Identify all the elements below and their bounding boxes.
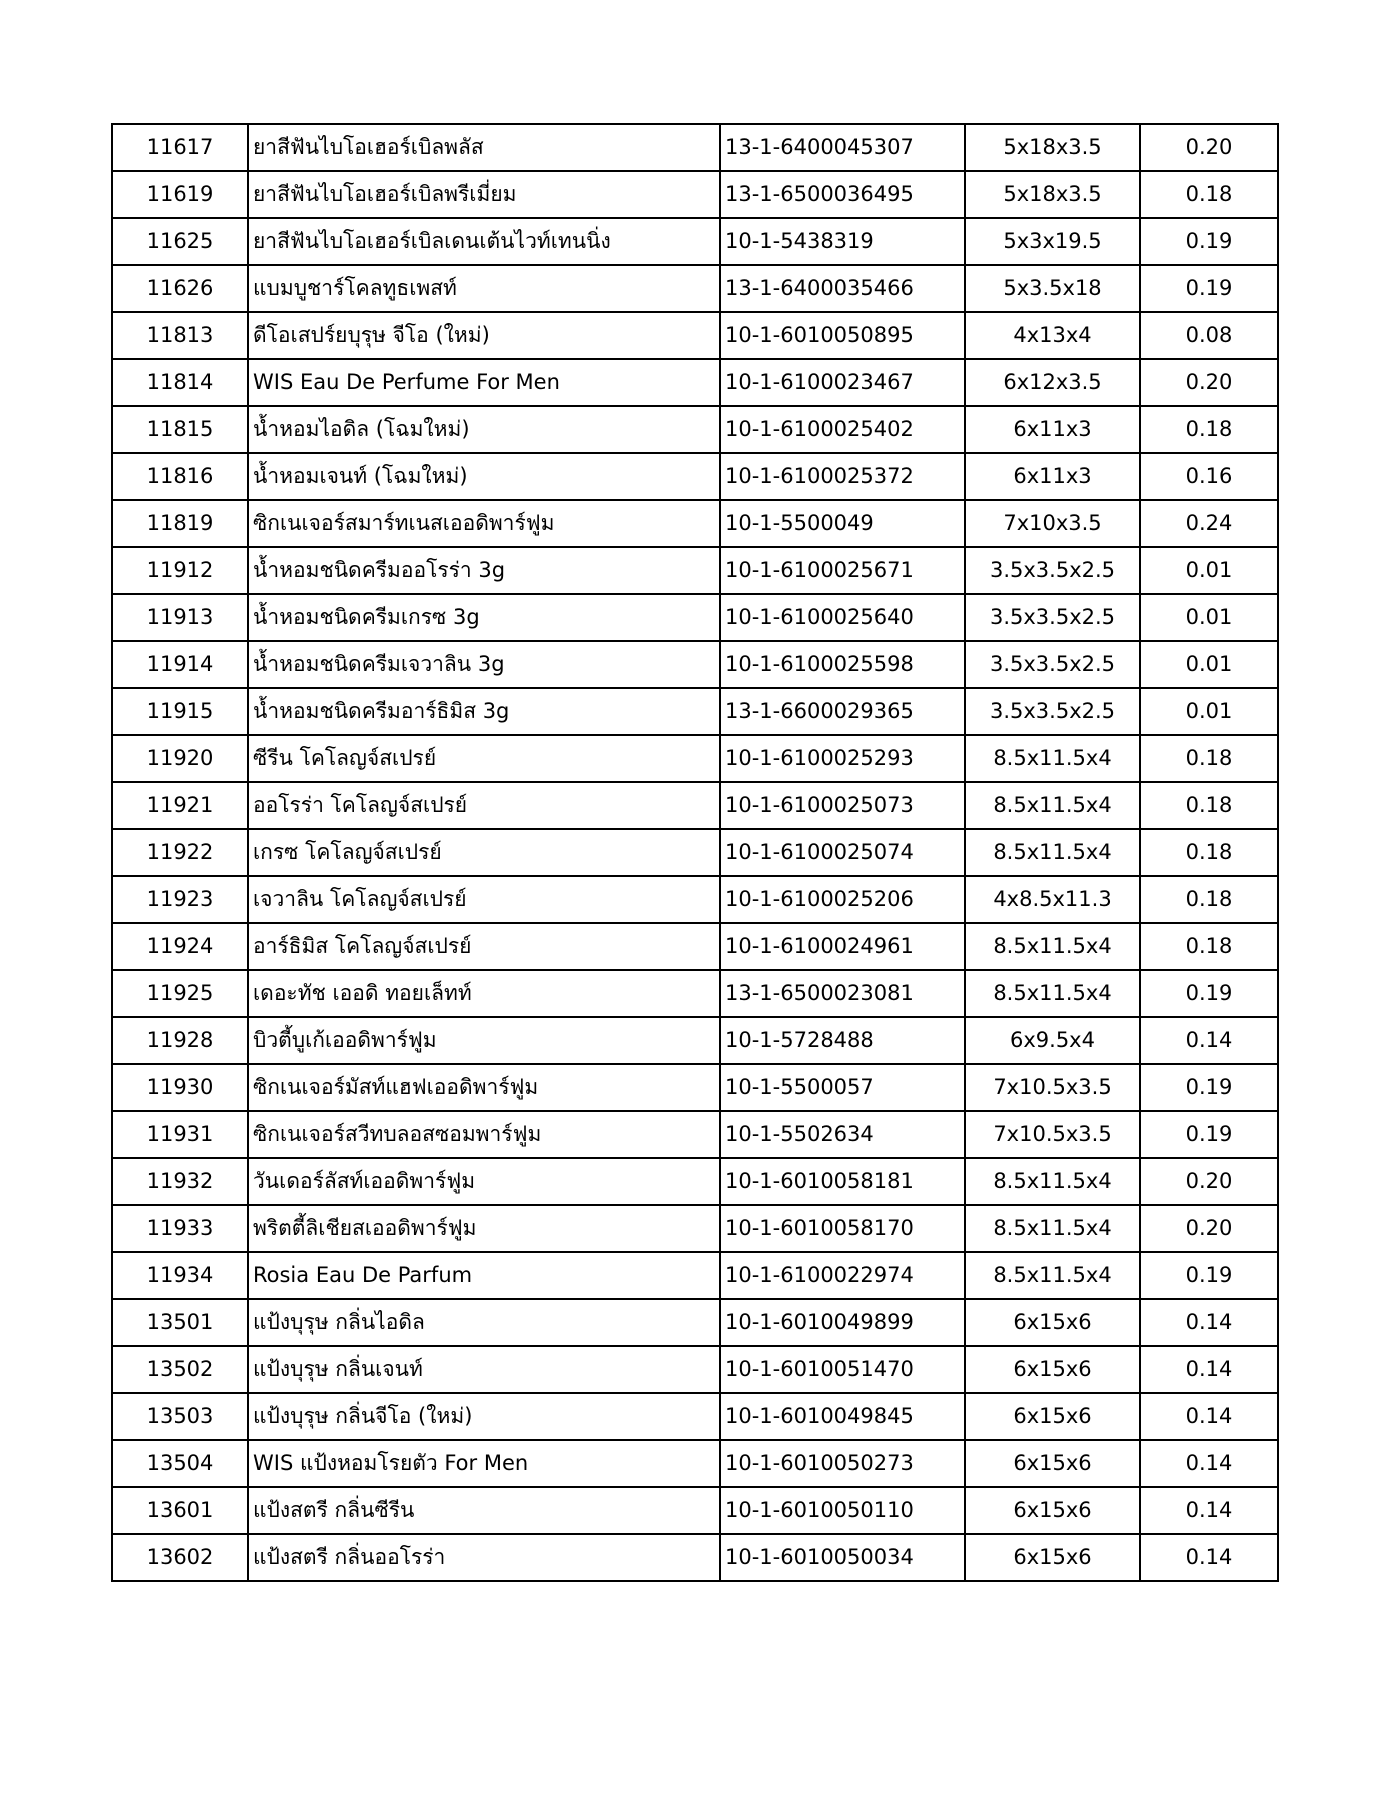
product-code-cell: 11933 bbox=[112, 1205, 248, 1252]
weight-cell: 0.19 bbox=[1140, 218, 1278, 265]
dimensions-cell: 7x10.5x3.5 bbox=[965, 1111, 1140, 1158]
product-code-cell: 11915 bbox=[112, 688, 248, 735]
weight-cell: 0.14 bbox=[1140, 1299, 1278, 1346]
registration-number-cell: 10-1-6100024961 bbox=[720, 923, 965, 970]
table-row bbox=[112, 1111, 1278, 1158]
weight-cell: 0.24 bbox=[1140, 500, 1278, 547]
product-name-cell: น้ำหอมชนิดครีมออโรร่า 3g bbox=[248, 547, 720, 594]
dimensions-cell: 6x11x3 bbox=[965, 406, 1140, 453]
product-code-cell: 11925 bbox=[112, 970, 248, 1017]
table-row bbox=[112, 265, 1278, 312]
weight-cell: 0.01 bbox=[1140, 641, 1278, 688]
registration-number-cell: 10-1-5500049 bbox=[720, 500, 965, 547]
product-name-cell: WIS Eau De Perfume For Men bbox=[248, 359, 720, 406]
registration-number-cell: 10-1-6010050895 bbox=[720, 312, 965, 359]
product-name-cell: ดีโอเสปร์ยบุรุษ จีโอ (ใหม่) bbox=[248, 312, 720, 359]
dimensions-cell: 6x15x6 bbox=[965, 1440, 1140, 1487]
product-name-cell: น้ำหอมเจนท์ (โฉมใหม่) bbox=[248, 453, 720, 500]
weight-cell: 0.19 bbox=[1140, 1111, 1278, 1158]
product-code-cell: 11912 bbox=[112, 547, 248, 594]
weight-cell: 0.19 bbox=[1140, 265, 1278, 312]
dimensions-cell: 8.5x11.5x4 bbox=[965, 1205, 1140, 1252]
registration-number-cell: 10-1-6100025671 bbox=[720, 547, 965, 594]
table-row bbox=[112, 171, 1278, 218]
table-row bbox=[112, 782, 1278, 829]
product-code-cell: 13501 bbox=[112, 1299, 248, 1346]
product-code-cell: 11923 bbox=[112, 876, 248, 923]
product-code-cell: 11934 bbox=[112, 1252, 248, 1299]
weight-cell: 0.18 bbox=[1140, 876, 1278, 923]
dimensions-cell: 8.5x11.5x4 bbox=[965, 1158, 1140, 1205]
table-row bbox=[112, 406, 1278, 453]
product-table-body bbox=[112, 124, 1278, 1581]
registration-number-cell: 10-1-6100025206 bbox=[720, 876, 965, 923]
product-name-cell: แบมบูชาร์โคลทูธเพสท์ bbox=[248, 265, 720, 312]
dimensions-cell: 4x8.5x11.3 bbox=[965, 876, 1140, 923]
weight-cell: 0.18 bbox=[1140, 171, 1278, 218]
weight-cell: 0.18 bbox=[1140, 923, 1278, 970]
dimensions-cell: 6x15x6 bbox=[965, 1346, 1140, 1393]
product-code-cell: 11932 bbox=[112, 1158, 248, 1205]
dimensions-cell: 6x15x6 bbox=[965, 1299, 1140, 1346]
product-name-cell: ยาสีฟันไบโอเฮอร์เบิลเดนเต้นไวท์เทนนิ่ง bbox=[248, 218, 720, 265]
product-code-cell: 11819 bbox=[112, 500, 248, 547]
table-row bbox=[112, 1393, 1278, 1440]
registration-number-cell: 10-1-6100025402 bbox=[720, 406, 965, 453]
product-code-cell: 11626 bbox=[112, 265, 248, 312]
product-code-cell: 11928 bbox=[112, 1017, 248, 1064]
table-row bbox=[112, 1299, 1278, 1346]
dimensions-cell: 6x11x3 bbox=[965, 453, 1140, 500]
product-code-cell: 11816 bbox=[112, 453, 248, 500]
product-code-cell: 11931 bbox=[112, 1111, 248, 1158]
dimensions-cell: 5x3x19.5 bbox=[965, 218, 1140, 265]
product-code-cell: 13602 bbox=[112, 1534, 248, 1581]
table-row bbox=[112, 923, 1278, 970]
product-name-cell: WIS แป้งหอมโรยตัว For Men bbox=[248, 1440, 720, 1487]
registration-number-cell: 13-1-6400035466 bbox=[720, 265, 965, 312]
registration-number-cell: 13-1-6500023081 bbox=[720, 970, 965, 1017]
registration-number-cell: 10-1-5728488 bbox=[720, 1017, 965, 1064]
dimensions-cell: 8.5x11.5x4 bbox=[965, 970, 1140, 1017]
dimensions-cell: 6x15x6 bbox=[965, 1534, 1140, 1581]
product-name-cell: ซีรีน โคโลญจ์สเปรย์ bbox=[248, 735, 720, 782]
dimensions-cell: 5x18x3.5 bbox=[965, 171, 1140, 218]
product-code-cell: 11813 bbox=[112, 312, 248, 359]
product-name-cell: ยาสีฟันไบโอเฮอร์เบิลพลัส bbox=[248, 124, 720, 171]
product-name-cell: แป้งสตรี กลิ่นซีรีน bbox=[248, 1487, 720, 1534]
product-name-cell: ซิกเนเจอร์สมาร์ทเนสเออดิพาร์ฟูม bbox=[248, 500, 720, 547]
registration-number-cell: 10-1-5502634 bbox=[720, 1111, 965, 1158]
weight-cell: 0.01 bbox=[1140, 688, 1278, 735]
weight-cell: 0.14 bbox=[1140, 1393, 1278, 1440]
registration-number-cell: 10-1-5438319 bbox=[720, 218, 965, 265]
product-code-cell: 11625 bbox=[112, 218, 248, 265]
product-name-cell: เกรซ โคโลญจ์สเปรย์ bbox=[248, 829, 720, 876]
product-code-cell: 13502 bbox=[112, 1346, 248, 1393]
table-row bbox=[112, 359, 1278, 406]
table-row bbox=[112, 1064, 1278, 1111]
dimensions-cell: 3.5x3.5x2.5 bbox=[965, 547, 1140, 594]
registration-number-cell: 10-1-6100025074 bbox=[720, 829, 965, 876]
weight-cell: 0.20 bbox=[1140, 1158, 1278, 1205]
weight-cell: 0.20 bbox=[1140, 1205, 1278, 1252]
dimensions-cell: 8.5x11.5x4 bbox=[965, 1252, 1140, 1299]
product-name-cell: ออโรร่า โคโลญจ์สเปรย์ bbox=[248, 782, 720, 829]
product-code-cell: 11619 bbox=[112, 171, 248, 218]
table-row bbox=[112, 547, 1278, 594]
product-name-cell: เจวาลิน โคโลญจ์สเปรย์ bbox=[248, 876, 720, 923]
table-row bbox=[112, 641, 1278, 688]
product-name-cell: น้ำหอมชนิดครีมอาร์ธิมิส 3g bbox=[248, 688, 720, 735]
dimensions-cell: 4x13x4 bbox=[965, 312, 1140, 359]
dimensions-cell: 8.5x11.5x4 bbox=[965, 923, 1140, 970]
product-code-cell: 11921 bbox=[112, 782, 248, 829]
dimensions-cell: 7x10.5x3.5 bbox=[965, 1064, 1140, 1111]
product-code-cell: 11930 bbox=[112, 1064, 248, 1111]
product-name-cell: แป้งบุรุษ กลิ่นไอดิล bbox=[248, 1299, 720, 1346]
table-row bbox=[112, 312, 1278, 359]
table-row bbox=[112, 688, 1278, 735]
registration-number-cell: 10-1-6100022974 bbox=[720, 1252, 965, 1299]
table-row bbox=[112, 1205, 1278, 1252]
registration-number-cell: 10-1-6010051470 bbox=[720, 1346, 965, 1393]
dimensions-cell: 6x15x6 bbox=[965, 1393, 1140, 1440]
dimensions-cell: 3.5x3.5x2.5 bbox=[965, 641, 1140, 688]
table-row bbox=[112, 1346, 1278, 1393]
registration-number-cell: 10-1-6100025073 bbox=[720, 782, 965, 829]
product-name-cell: แป้งบุรุษ กลิ่นเจนท์ bbox=[248, 1346, 720, 1393]
product-code-cell: 11617 bbox=[112, 124, 248, 171]
product-name-cell: น้ำหอมชนิดครีมเกรซ 3g bbox=[248, 594, 720, 641]
table-row bbox=[112, 1534, 1278, 1581]
registration-number-cell: 10-1-6010058181 bbox=[720, 1158, 965, 1205]
registration-number-cell: 10-1-6010058170 bbox=[720, 1205, 965, 1252]
table-row bbox=[112, 1487, 1278, 1534]
weight-cell: 0.20 bbox=[1140, 124, 1278, 171]
weight-cell: 0.19 bbox=[1140, 1252, 1278, 1299]
registration-number-cell: 10-1-6010049845 bbox=[720, 1393, 965, 1440]
table-row bbox=[112, 735, 1278, 782]
weight-cell: 0.14 bbox=[1140, 1440, 1278, 1487]
product-name-cell: ซิกเนเจอร์มัสท์แฮฟเออดิพาร์ฟูม bbox=[248, 1064, 720, 1111]
registration-number-cell: 10-1-6010050034 bbox=[720, 1534, 965, 1581]
weight-cell: 0.16 bbox=[1140, 453, 1278, 500]
product-name-cell: บิวตี้บูเก้เออดิพาร์ฟูม bbox=[248, 1017, 720, 1064]
weight-cell: 0.18 bbox=[1140, 406, 1278, 453]
product-code-cell: 11913 bbox=[112, 594, 248, 641]
product-code-cell: 11922 bbox=[112, 829, 248, 876]
product-code-cell: 11814 bbox=[112, 359, 248, 406]
weight-cell: 0.20 bbox=[1140, 359, 1278, 406]
table-row bbox=[112, 218, 1278, 265]
table-row bbox=[112, 876, 1278, 923]
product-name-cell: แป้งสตรี กลิ่นออโรร่า bbox=[248, 1534, 720, 1581]
weight-cell: 0.18 bbox=[1140, 735, 1278, 782]
registration-number-cell: 10-1-6010050110 bbox=[720, 1487, 965, 1534]
product-name-cell: แป้งบุรุษ กลิ่นจีโอ (ใหม่) bbox=[248, 1393, 720, 1440]
registration-number-cell: 13-1-6500036495 bbox=[720, 171, 965, 218]
dimensions-cell: 8.5x11.5x4 bbox=[965, 735, 1140, 782]
dimensions-cell: 8.5x11.5x4 bbox=[965, 829, 1140, 876]
product-code-cell: 11920 bbox=[112, 735, 248, 782]
dimensions-cell: 3.5x3.5x2.5 bbox=[965, 594, 1140, 641]
product-name-cell: ซิกเนเจอร์สวีทบลอสซอมพาร์ฟูม bbox=[248, 1111, 720, 1158]
product-code-cell: 11815 bbox=[112, 406, 248, 453]
weight-cell: 0.08 bbox=[1140, 312, 1278, 359]
dimensions-cell: 5x18x3.5 bbox=[965, 124, 1140, 171]
table-row bbox=[112, 1017, 1278, 1064]
weight-cell: 0.19 bbox=[1140, 970, 1278, 1017]
product-name-cell: Rosia Eau De Parfum bbox=[248, 1252, 720, 1299]
product-code-cell: 13503 bbox=[112, 1393, 248, 1440]
table-row bbox=[112, 1440, 1278, 1487]
product-name-cell: อาร์ธิมิส โคโลญจ์สเปรย์ bbox=[248, 923, 720, 970]
weight-cell: 0.01 bbox=[1140, 547, 1278, 594]
registration-number-cell: 13-1-6400045307 bbox=[720, 124, 965, 171]
dimensions-cell: 5x3.5x18 bbox=[965, 265, 1140, 312]
weight-cell: 0.18 bbox=[1140, 829, 1278, 876]
product-name-cell: น้ำหอมไอดิล (โฉมใหม่) bbox=[248, 406, 720, 453]
product-code-cell: 13504 bbox=[112, 1440, 248, 1487]
table-row bbox=[112, 453, 1278, 500]
dimensions-cell: 8.5x11.5x4 bbox=[965, 782, 1140, 829]
weight-cell: 0.14 bbox=[1140, 1487, 1278, 1534]
table-row bbox=[112, 594, 1278, 641]
product-name-cell: วันเดอร์ลัสท์เออดิพาร์ฟูม bbox=[248, 1158, 720, 1205]
dimensions-cell: 3.5x3.5x2.5 bbox=[965, 688, 1140, 735]
table-row bbox=[112, 829, 1278, 876]
weight-cell: 0.01 bbox=[1140, 594, 1278, 641]
product-code-cell: 11924 bbox=[112, 923, 248, 970]
product-name-cell: เดอะทัช เออดิ ทอยเล็ทท์ bbox=[248, 970, 720, 1017]
weight-cell: 0.14 bbox=[1140, 1017, 1278, 1064]
table-row bbox=[112, 1252, 1278, 1299]
product-name-cell: ยาสีฟันไบโอเฮอร์เบิลพรีเมี่ยม bbox=[248, 171, 720, 218]
product-code-cell: 13601 bbox=[112, 1487, 248, 1534]
weight-cell: 0.14 bbox=[1140, 1346, 1278, 1393]
table-row bbox=[112, 500, 1278, 547]
product-name-cell: พริตตี้ลิเชียสเออดิพาร์ฟูม bbox=[248, 1205, 720, 1252]
table-row bbox=[112, 124, 1278, 171]
dimensions-cell: 7x10x3.5 bbox=[965, 500, 1140, 547]
registration-number-cell: 10-1-6100025293 bbox=[720, 735, 965, 782]
registration-number-cell: 10-1-6100023467 bbox=[720, 359, 965, 406]
dimensions-cell: 6x12x3.5 bbox=[965, 359, 1140, 406]
weight-cell: 0.18 bbox=[1140, 782, 1278, 829]
registration-number-cell: 10-1-6100025598 bbox=[720, 641, 965, 688]
table-row bbox=[112, 970, 1278, 1017]
table-row bbox=[112, 1158, 1278, 1205]
product-name-cell: น้ำหอมชนิดครีมเจวาลิน 3g bbox=[248, 641, 720, 688]
product-code-cell: 11914 bbox=[112, 641, 248, 688]
product-table bbox=[111, 123, 1279, 1582]
dimensions-cell: 6x15x6 bbox=[965, 1487, 1140, 1534]
registration-number-cell: 10-1-6010050273 bbox=[720, 1440, 965, 1487]
weight-cell: 0.14 bbox=[1140, 1534, 1278, 1581]
registration-number-cell: 10-1-5500057 bbox=[720, 1064, 965, 1111]
weight-cell: 0.19 bbox=[1140, 1064, 1278, 1111]
dimensions-cell: 6x9.5x4 bbox=[965, 1017, 1140, 1064]
registration-number-cell: 10-1-6010049899 bbox=[720, 1299, 965, 1346]
registration-number-cell: 10-1-6100025372 bbox=[720, 453, 965, 500]
registration-number-cell: 13-1-6600029365 bbox=[720, 688, 965, 735]
registration-number-cell: 10-1-6100025640 bbox=[720, 594, 965, 641]
